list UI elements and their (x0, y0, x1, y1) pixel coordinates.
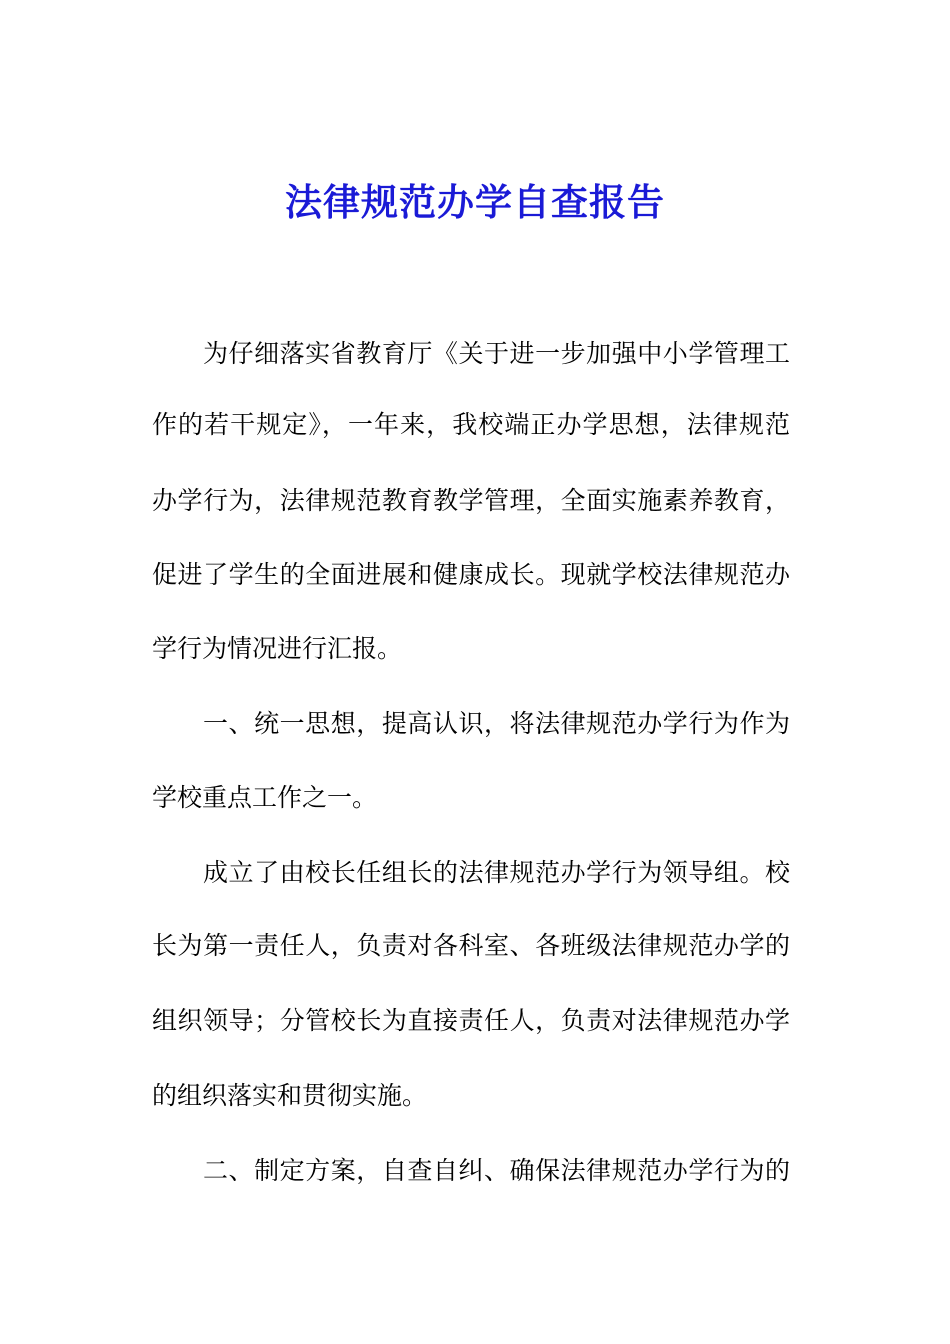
section-heading-line: 一、统一思想，提高认识，将法律规范办学行为作为 (203, 709, 790, 738)
paragraph-line: 学行为情况进行汇报。 (152, 634, 403, 663)
paragraph-line: 作的若干规定》，一年来，我校端正办学思想，法律规范 (152, 410, 790, 439)
paragraph-line: 成立了由校长任组长的法律规范办学行为领导组。校 (203, 858, 790, 887)
paragraph-line: 的组织落实和贯彻实施。 (152, 1081, 428, 1110)
paragraph-line: 为仔细落实省教育厅《关于进一步加强中小学管理工 (203, 339, 790, 368)
document-title: 法律规范办学自查报告 (285, 180, 665, 224)
paragraph-line: 办学行为，法律规范教育教学管理，全面实施素养教育， (152, 486, 790, 515)
paragraph-line: 组织领导；分管校长为直接责任人，负责对法律规范办学 (152, 1006, 790, 1035)
paragraph-line: 促进了学生的全面进展和健康成长。现就学校法律规范办 (152, 560, 790, 589)
section-heading-line: 学校重点工作之一。 (152, 783, 378, 812)
section-heading-line: 二、制定方案，自查自纠、确保法律规范办学行为的 (203, 1156, 790, 1185)
paragraph-line: 长为第一责任人，负责对各科室、各班级法律规范办学的 (152, 931, 790, 960)
